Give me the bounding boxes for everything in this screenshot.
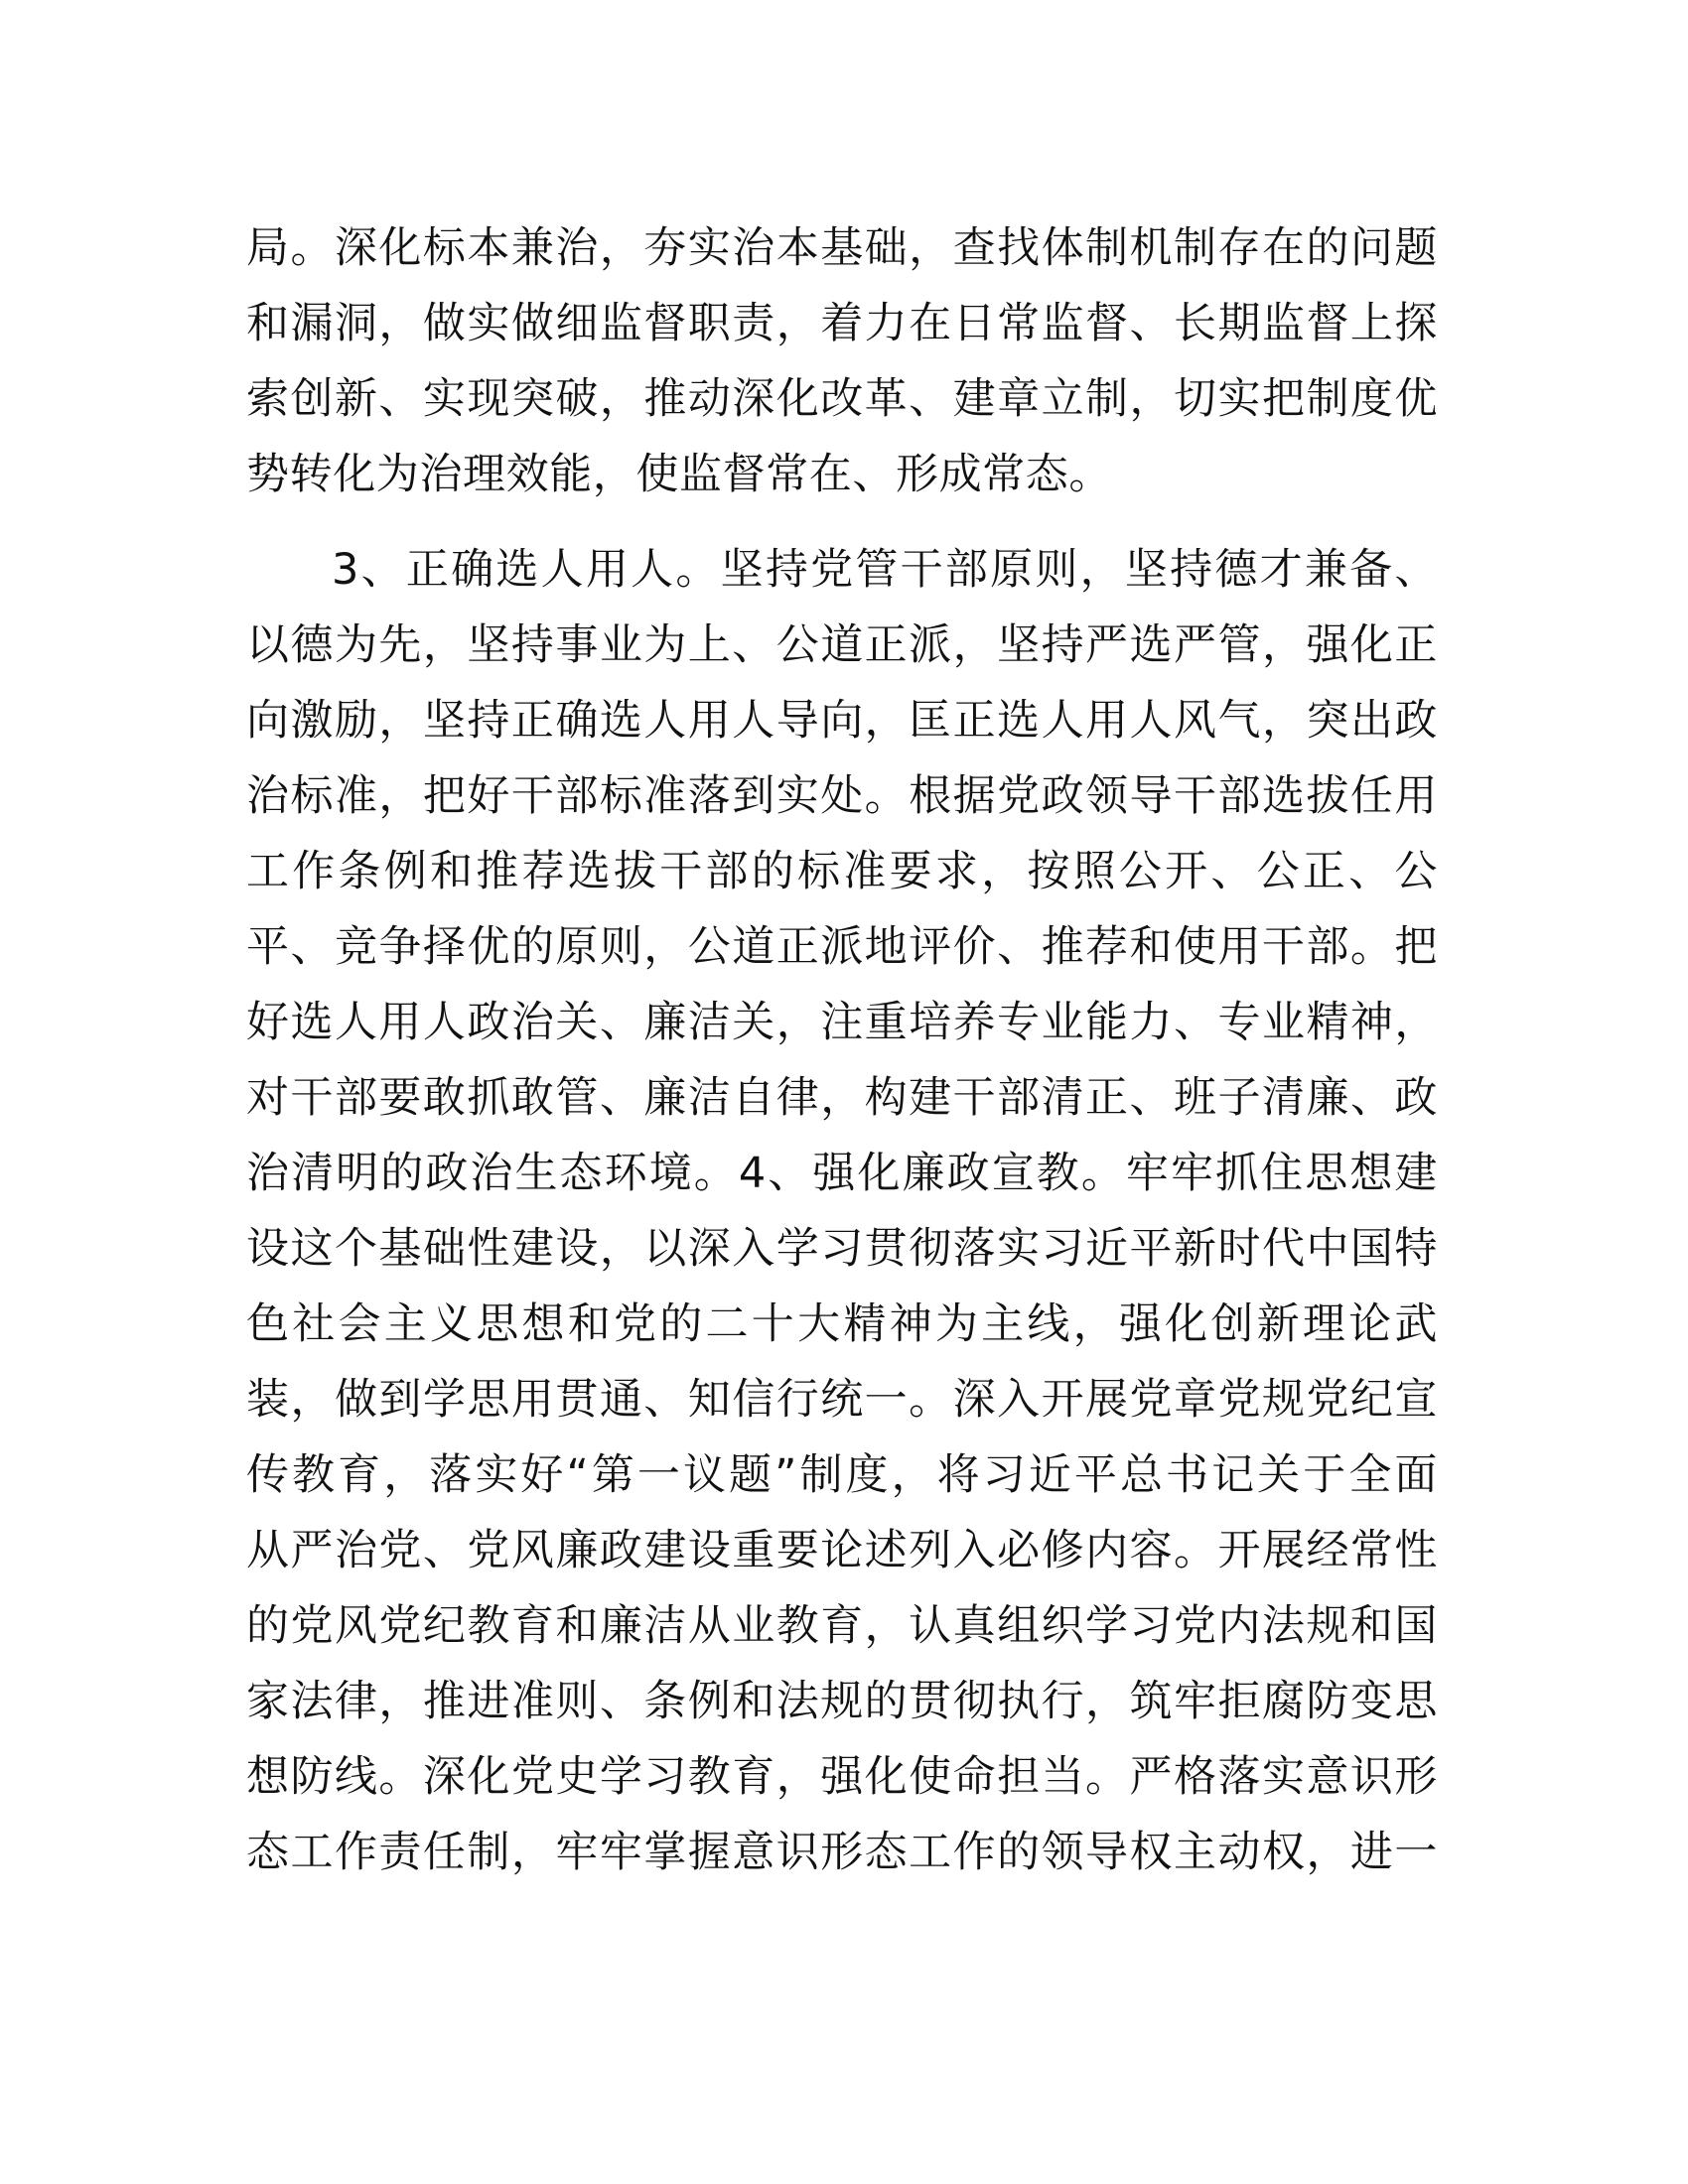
text-line: 设这个基础性建设，以深入学习贯彻落实习近平新时代中国特 bbox=[246, 1224, 1438, 1274]
text-line: 向激励，坚持正确选人用人导向，匡正选人用人风气，突出政 bbox=[246, 696, 1438, 746]
text-line: 以德为先，坚持事业为上、公道正派，坚持严选严管，强化正 bbox=[246, 620, 1438, 670]
text-line: 治清明的政治生态环境。4、强化廉政宣教。牢牢抓住思想建 bbox=[246, 1149, 1438, 1198]
text-line: 索创新、实现突破，推动深化改革、建章立制，切实把制度优 bbox=[246, 374, 1438, 424]
text-line: 的党风党纪教育和廉洁从业教育，认真组织学习党内法规和国 bbox=[246, 1601, 1438, 1651]
text-line: 工作条例和推荐选拔干部的标准要求，按照公开、公正、公 bbox=[246, 847, 1438, 896]
text-line: 局。深化标本兼治，夯实治本基础，查找体制机制存在的问题 bbox=[246, 223, 1438, 273]
text-line: 治标准，把好干部标准落到实处。根据党政领导干部选拔任用 bbox=[246, 771, 1438, 821]
paragraph-supervision bbox=[246, 210, 1438, 512]
text-line: 家法律，推进准则、条例和法规的贯彻执行，筑牢拒腐防变思 bbox=[246, 1677, 1438, 1726]
text-line: 3、正确选人用人。坚持党管干部原则，坚持德才兼备、 bbox=[332, 545, 1438, 595]
text-line: 平、竞争择优的原则，公道正派地评价、推荐和使用干部。把 bbox=[246, 922, 1438, 972]
text-line: 势转化为治理效能，使监督常在、形成常态。 bbox=[246, 450, 1112, 499]
text-line: 装，做到学思用贯通、知信行统一。深入开展党章党规党纪宣 bbox=[246, 1375, 1438, 1425]
text-line: 色社会主义思想和党的二十大精神为主线，强化创新理论武 bbox=[246, 1299, 1438, 1349]
text-line: 态工作责任制，牢牢掌握意识形态工作的领导权主动权，进一 bbox=[246, 1828, 1438, 1877]
document-body bbox=[246, 210, 1438, 1890]
text-line: 和漏洞，做实做细监督职责，着力在日常监督、长期监督上探 bbox=[246, 299, 1438, 348]
text-line: 对干部要敢抓敢管、廉洁自律，构建干部清正、班子清廉、政 bbox=[246, 1073, 1438, 1123]
text-line: 从严治党、党风廉政建设重要论述列入必修内容。开展经常性 bbox=[246, 1526, 1438, 1575]
paragraph-spacer bbox=[246, 512, 1438, 532]
text-line: 好选人用人政治关、廉洁关，注重培养专业能力、专业精神， bbox=[246, 998, 1438, 1047]
text-line: 传教育，落实好“第一议题”制度，将习近平总书记关于全面 bbox=[246, 1450, 1438, 1500]
text-line: 想防线。深化党史学习教育，强化使命担当。严格落实意识形 bbox=[246, 1752, 1438, 1802]
paragraph-selection-and-education bbox=[246, 532, 1438, 1890]
